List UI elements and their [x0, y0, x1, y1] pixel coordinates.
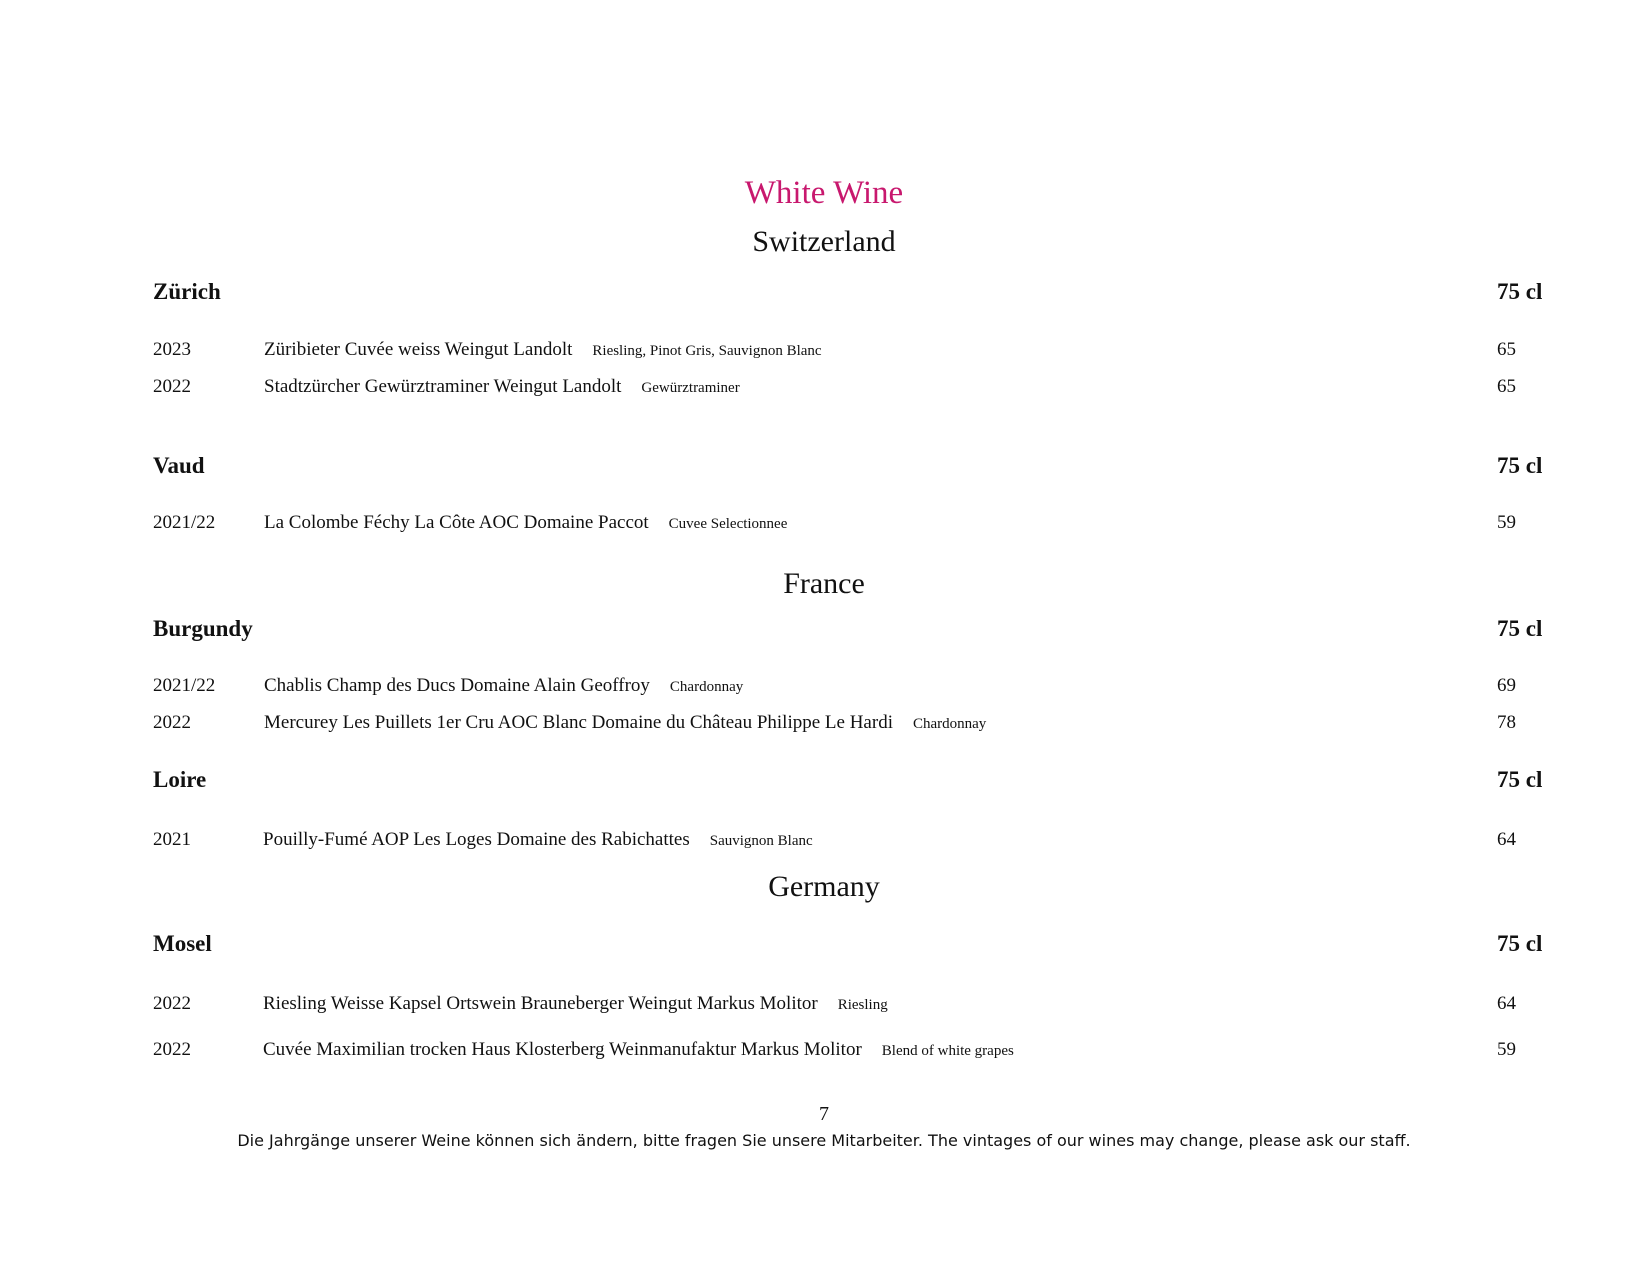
wine-grape: Chardonnay [912, 716, 987, 732]
wine-entry [264, 338, 822, 363]
bottle-size-label: 75 cl [1497, 767, 1543, 792]
wine-grape: Sauvignon Blanc [709, 833, 813, 849]
wine-entry [264, 711, 986, 736]
region-heading-mosel: Mosel [153, 931, 212, 956]
wine-year: 2022 [153, 993, 191, 1014]
wine-year: 2021 [153, 829, 191, 850]
wine-year: 2021/22 [153, 675, 216, 696]
wine-price: 65 [1497, 376, 1516, 397]
wine-price: 78 [1497, 712, 1516, 733]
wine-year: 2022 [153, 712, 191, 733]
wine-entry [264, 674, 743, 699]
region-heading-burgundy: Burgundy [153, 616, 253, 641]
wine-year: 2023 [153, 339, 191, 360]
bottle-size-label: 75 cl [1497, 279, 1543, 304]
bottle-size-label: 75 cl [1497, 453, 1543, 478]
country-heading-switzerland: Switzerland [752, 225, 896, 258]
wine-grape: Blend of white grapes [881, 1043, 1014, 1059]
wine-name: La Colombe Féchy La Côte AOC Domaine Paccot [264, 512, 649, 533]
bottle-size-label: 75 cl [1497, 616, 1543, 641]
wine-name: Pouilly-Fumé AOP Les Loges Domaine des Rabichattes [263, 829, 690, 850]
wine-name: Züribieter Cuvée weiss Weingut Landolt [264, 339, 573, 360]
wine-grape: Chardonnay [669, 679, 744, 695]
wine-entry [264, 375, 740, 400]
wine-entry [263, 828, 813, 853]
wine-entry [263, 1038, 1014, 1063]
wine-year: 2021/22 [153, 512, 216, 533]
wine-grape: Riesling [837, 997, 888, 1013]
country-heading-france: France [783, 567, 865, 600]
wine-name: Cuvée Maximilian trocken Haus Klosterberg Weinmanufaktur Markus Molitor [263, 1039, 862, 1060]
page-title: White Wine [744, 175, 904, 211]
wine-name: Riesling Weisse Kapsel Ortswein Brauneberger Weingut Markus Molitor [263, 993, 818, 1014]
country-heading-germany: Germany [768, 870, 880, 903]
region-heading-vaud: Vaud [153, 453, 205, 478]
wine-grape: Riesling, Pinot Gris, Sauvignon Blanc [592, 343, 822, 359]
wine-price: 65 [1497, 339, 1516, 360]
wine-price: 64 [1497, 993, 1516, 1014]
wine-entry [263, 992, 888, 1017]
wine-price: 69 [1497, 675, 1516, 696]
wine-grape: Cuvee Selectionnee [668, 516, 788, 532]
wine-price: 64 [1497, 829, 1516, 850]
wine-name: Chablis Champ des Ducs Domaine Alain Geoffroy [264, 675, 650, 696]
region-heading-zurich: Zürich [153, 279, 221, 304]
wine-name: Mercurey Les Puillets 1er Cru AOC Blanc Domaine du Château Philippe Le Hardi [264, 712, 893, 733]
bottle-size-label: 75 cl [1497, 931, 1543, 956]
wine-price: 59 [1497, 1039, 1516, 1060]
wine-year: 2022 [153, 1039, 191, 1060]
page-number: 7 [819, 1103, 829, 1125]
wine-name: Stadtzürcher Gewürztraminer Weingut Landolt [264, 376, 622, 397]
region-heading-loire: Loire [153, 767, 207, 792]
wine-grape: Gewürztraminer [641, 380, 740, 396]
wine-entry [264, 511, 787, 536]
footer-note: Die Jahrgänge unserer Weine können sich ändern, bitte fragen Sie unsere Mitarbeiter. The vintages of our wines may change, please ask our staff. [237, 1131, 1411, 1150]
wine-year: 2022 [153, 376, 191, 397]
wine-price: 59 [1497, 512, 1516, 533]
